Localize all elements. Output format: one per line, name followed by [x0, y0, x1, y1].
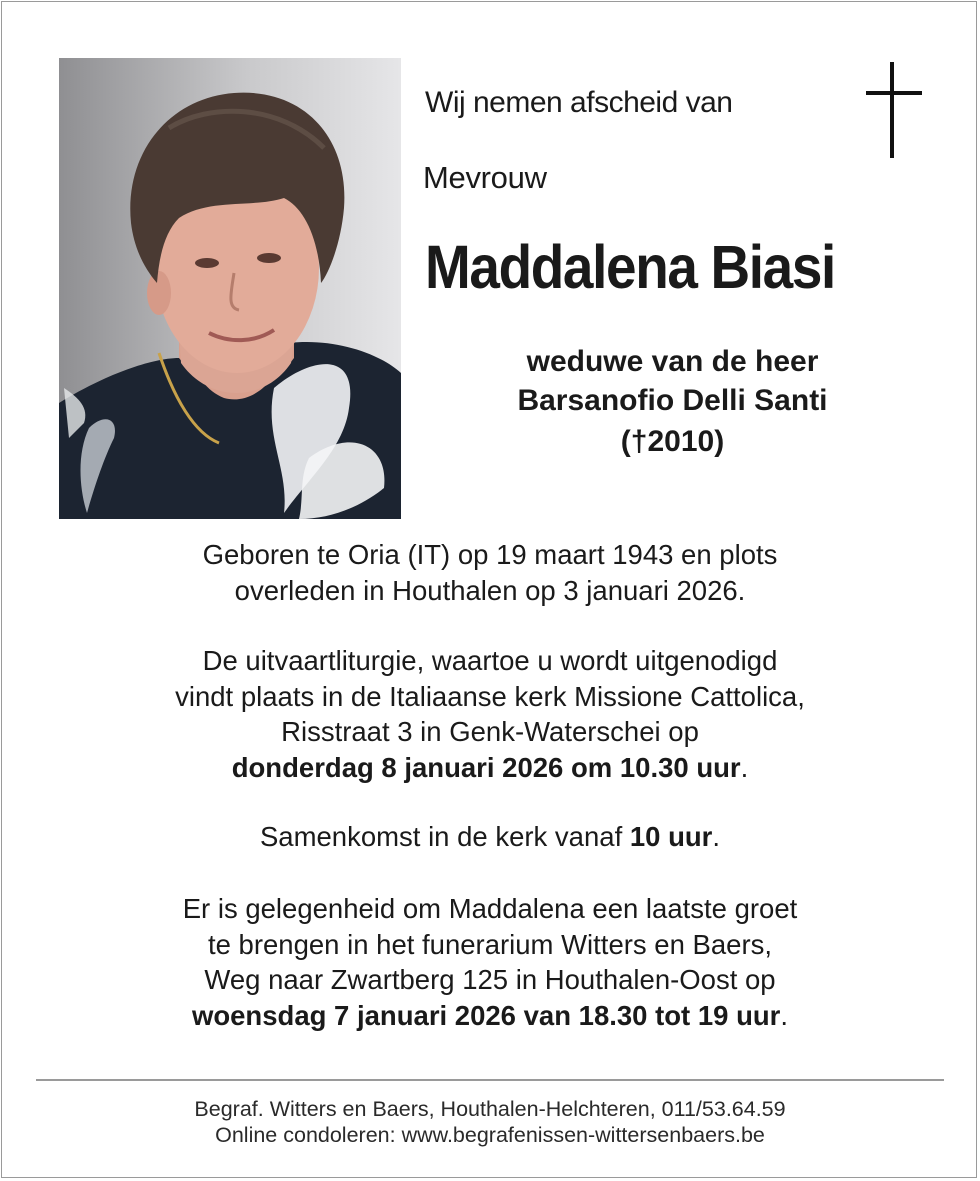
farewell-line-2: te brengen in het funerarium Witters en Baers,: [207, 928, 773, 960]
farewell-period: .: [780, 999, 789, 1031]
intro-text: Wij nemen afscheid van: [425, 86, 733, 119]
farewell-line-1: Er is gelegenheid om Maddalena een laatste groet: [182, 893, 798, 924]
widow-line-2: Barsanofio Delli Santi: [517, 384, 828, 417]
funeral-line-4: [0, 750, 980, 786]
footer-condolence-link[interactable]: Online condoleren: www.begrafenissen-wittersenbaers.be: [215, 1123, 765, 1147]
farewell-paragraph: [0, 891, 980, 1033]
farewell-line-4: [0, 998, 980, 1034]
gathering-line: [0, 819, 980, 855]
funeral-date: donderdag 8 januari 2026 om 10.30 uur: [231, 751, 741, 783]
funeral-paragraph: [0, 643, 980, 785]
footer-divider: [36, 1079, 944, 1081]
portrait-photo: [59, 58, 401, 519]
birth-line-2: overleden in Houthalen op 3 januari 2026.: [234, 574, 746, 606]
gathering-paragraph: [0, 819, 980, 855]
footer-undertaker: Begraf. Witters en Baers, Houthalen-Helchteren, 011/53.64.59: [194, 1097, 786, 1121]
farewell-line-3: Weg naar Zwartberg 125 in Houthalen-Oost op: [204, 964, 776, 996]
birth-line-1: Geboren te Oria (IT) op 19 maart 1943 en plots: [202, 539, 778, 570]
gathering-time: 10 uur: [629, 821, 713, 852]
funeral-line-1: De uitvaartliturgie, waartoe u wordt uitgenodigd: [202, 645, 778, 676]
gathering-text: Samenkomst in de kerk vanaf: [259, 821, 630, 852]
deceased-name: Maddalena Biasi: [425, 233, 835, 301]
farewell-date: woensdag 7 januari 2026 van 18.30 tot 19 uur: [191, 999, 781, 1031]
birth-death-paragraph: [0, 537, 980, 608]
funeral-line-3: Risstraat 3 in Genk-Waterschei op: [281, 716, 699, 748]
footer: [0, 1096, 980, 1148]
gathering-period: .: [712, 821, 721, 852]
cross-icon: [866, 62, 922, 158]
portrait-illustration: [59, 58, 401, 519]
funeral-period: .: [740, 751, 749, 783]
funeral-line-2: vindt plaats in de Italiaanse kerk Missione Cattolica,: [175, 680, 805, 712]
widow-line-3: (†2010): [620, 425, 725, 458]
widow-line-1: weduwe van de heer: [526, 345, 819, 378]
honorific-title: Mevrouw: [423, 160, 547, 195]
